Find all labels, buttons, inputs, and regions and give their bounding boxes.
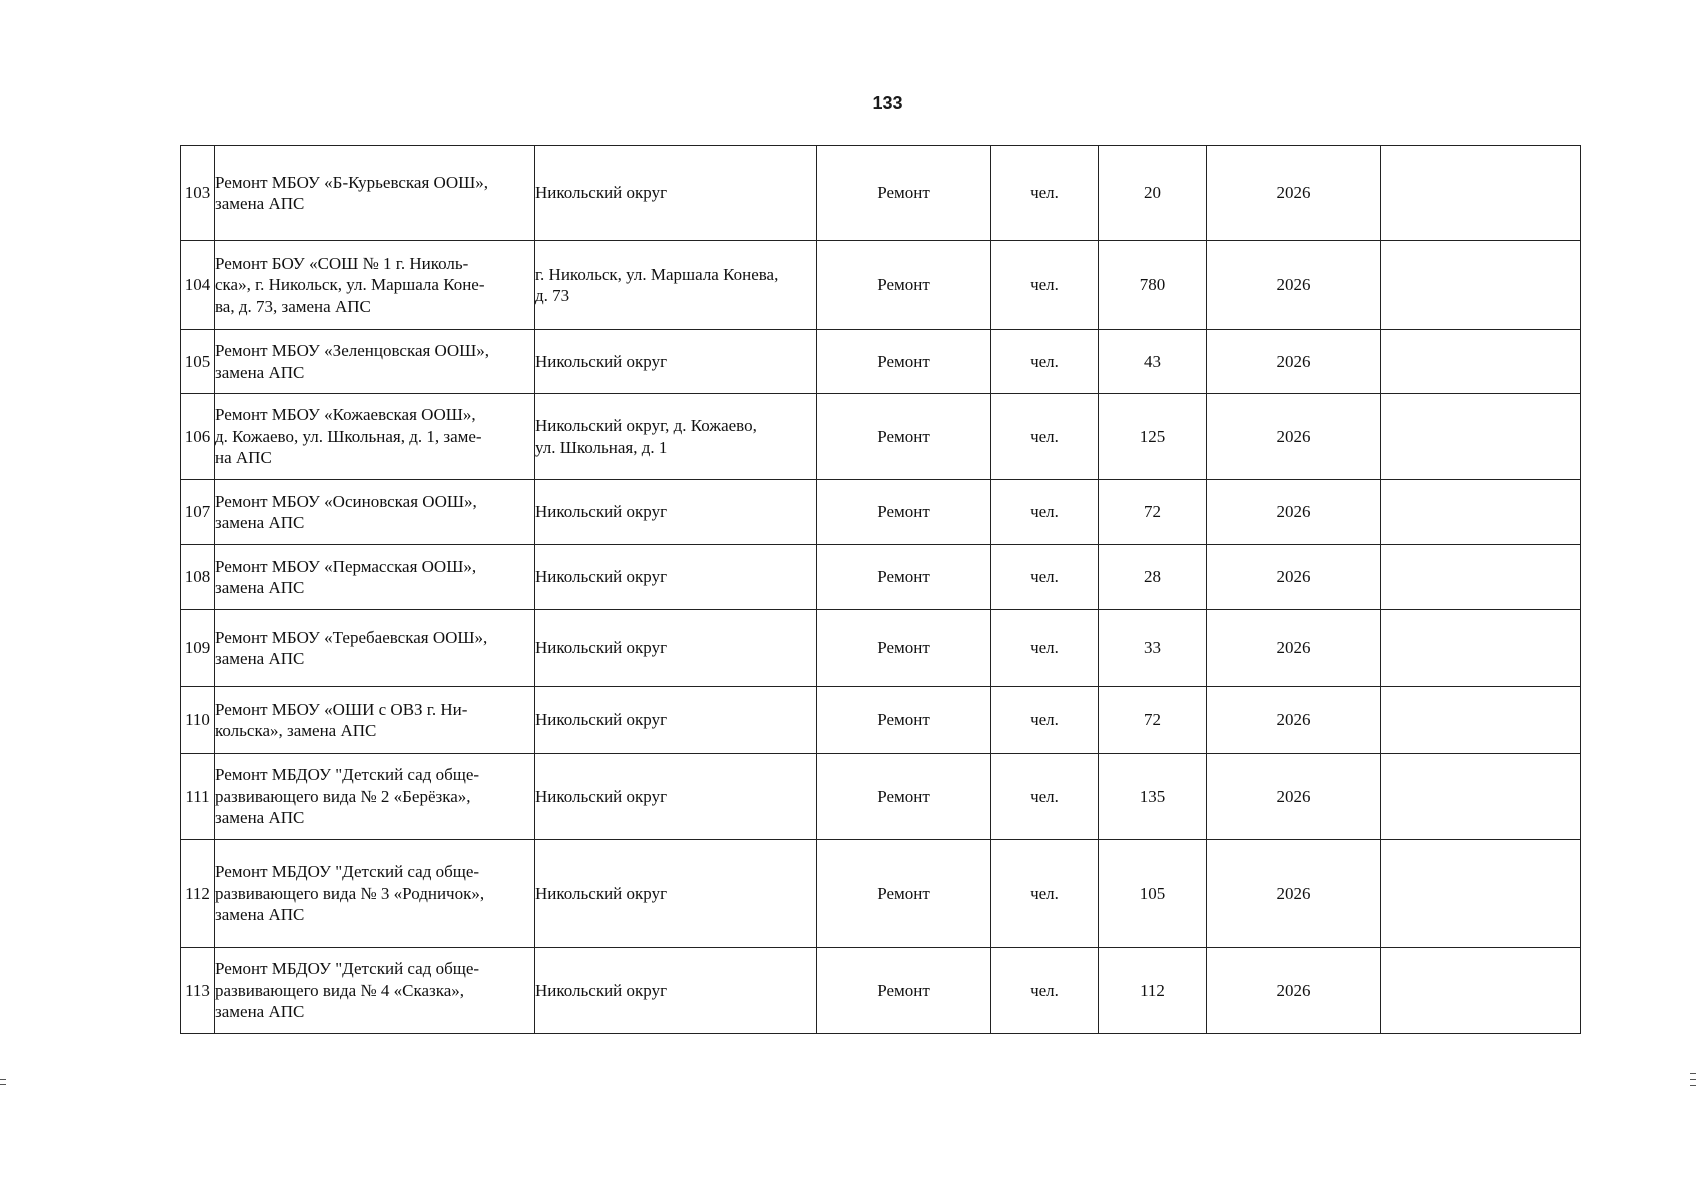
row-number-cell: 110 — [181, 687, 215, 754]
location-cell — [535, 754, 817, 840]
table-row — [181, 948, 1581, 1034]
unit-cell: чел. — [991, 330, 1099, 394]
work-type-cell: Ремонт — [817, 840, 991, 948]
capacity-cell: 135 — [1099, 754, 1207, 840]
location-line: Никольский округ — [535, 502, 668, 522]
object-name-line: замена АПС — [215, 649, 305, 668]
capacity-cell: 43 — [1099, 330, 1207, 394]
object-name-line: Ремонт МБДОУ "Детский сад обще- — [215, 765, 480, 785]
location-cell — [535, 545, 817, 610]
object-name-line: замена АПС — [215, 905, 305, 925]
capacity-cell: 125 — [1099, 394, 1207, 480]
object-name-line: Ремонт МБОУ «Б-Курьевская ООШ», — [215, 172, 489, 192]
work-type-cell: Ремонт — [817, 394, 991, 480]
object-name-cell — [215, 948, 535, 1034]
work-type-cell: Ремонт — [817, 480, 991, 545]
table-row — [181, 241, 1581, 330]
unit-cell: чел. — [991, 394, 1099, 480]
object-name-line: развивающего вида № 4 «Сказка», — [215, 980, 465, 1000]
margin-mark-right — [1690, 1085, 1696, 1086]
location-line: Никольский округ — [535, 883, 668, 903]
table-row — [181, 754, 1581, 840]
object-name-cell — [215, 687, 535, 754]
row-number-cell: 107 — [181, 480, 215, 545]
work-type-cell: Ремонт — [817, 545, 991, 610]
work-type-cell: Ремонт — [817, 241, 991, 330]
object-name-line: Ремонт МБОУ «Пермасская ООШ», — [215, 556, 477, 576]
year-cell: 2026 — [1207, 840, 1381, 948]
object-name-cell — [215, 545, 535, 610]
extra-cell — [1381, 146, 1581, 241]
location-line: Никольский округ — [535, 567, 668, 587]
object-name-line: ва, д. 73, замена АПС — [215, 296, 371, 316]
work-type-cell: Ремонт — [817, 610, 991, 687]
location-cell — [535, 610, 817, 687]
location-cell — [535, 687, 817, 754]
year-cell: 2026 — [1207, 545, 1381, 610]
object-name-line: Ремонт МБДОУ "Детский сад обще- — [215, 959, 480, 979]
location-line: ул. Школьная, д. 1 — [535, 437, 668, 457]
location-line: Никольский округ — [535, 710, 668, 730]
margin-mark-right — [1690, 1073, 1696, 1074]
object-name-line: замена АПС — [215, 513, 305, 532]
object-name-line: замена АПС — [215, 1002, 305, 1022]
row-number-cell: 111 — [181, 754, 215, 840]
unit-cell: чел. — [991, 840, 1099, 948]
table-row — [181, 545, 1581, 610]
projects-table — [180, 145, 1581, 1034]
extra-cell — [1381, 948, 1581, 1034]
object-name-line: Ремонт МБОУ «Кожаевская ООШ», — [215, 405, 476, 425]
table-body — [181, 146, 1581, 1034]
object-name-line: ска», г. Никольск, ул. Маршала Коне- — [215, 275, 485, 295]
extra-cell — [1381, 610, 1581, 687]
year-cell: 2026 — [1207, 610, 1381, 687]
object-name-line: Ремонт МБОУ «Осиновская ООШ», — [215, 491, 477, 511]
location-line: г. Никольск, ул. Маршала Конева, — [535, 264, 779, 284]
object-name-line: замена АПС — [215, 362, 305, 382]
year-cell: 2026 — [1207, 754, 1381, 840]
object-name-line: Ремонт МБДОУ "Детский сад обще- — [215, 862, 480, 882]
object-name-line: Ремонт МБОУ «Теребаевская ООШ», — [215, 627, 488, 647]
location-cell — [535, 146, 817, 241]
object-name-line: Ремонт МБОУ «ОШИ с ОВЗ г. Ни- — [215, 699, 468, 719]
location-line: Никольский округ — [535, 786, 668, 806]
object-name-line: Ремонт МБОУ «Зеленцовская ООШ», — [215, 341, 490, 360]
unit-cell: чел. — [991, 754, 1099, 840]
margin-mark-left — [0, 1079, 6, 1080]
location-cell — [535, 480, 817, 545]
capacity-cell: 72 — [1099, 687, 1207, 754]
row-number-cell: 113 — [181, 948, 215, 1034]
location-cell — [535, 394, 817, 480]
object-name-cell — [215, 754, 535, 840]
table-row — [181, 480, 1581, 545]
table-row — [181, 394, 1581, 480]
year-cell: 2026 — [1207, 330, 1381, 394]
year-cell: 2026 — [1207, 146, 1381, 241]
object-name-line: развивающего вида № 2 «Берёзка», — [215, 786, 471, 806]
object-name-line: д. Кожаево, ул. Школьная, д. 1, заме- — [215, 426, 482, 446]
location-line: Никольский округ — [535, 638, 668, 658]
object-name-cell — [215, 146, 535, 241]
location-line: Никольский округ — [535, 980, 668, 1000]
location-line: Никольский округ — [535, 351, 668, 371]
row-number-cell: 106 — [181, 394, 215, 480]
object-name-cell — [215, 480, 535, 545]
capacity-cell: 20 — [1099, 146, 1207, 241]
row-number-cell: 104 — [181, 241, 215, 330]
extra-cell — [1381, 480, 1581, 545]
object-name-line: на АПС — [215, 448, 272, 468]
work-type-cell: Ремонт — [817, 146, 991, 241]
extra-cell — [1381, 545, 1581, 610]
location-cell — [535, 241, 817, 330]
row-number-cell: 103 — [181, 146, 215, 241]
year-cell: 2026 — [1207, 948, 1381, 1034]
table-row — [181, 840, 1581, 948]
object-name-line: кольска», замена АПС — [215, 721, 377, 740]
table-row — [181, 610, 1581, 687]
capacity-cell: 28 — [1099, 545, 1207, 610]
location-cell — [535, 840, 817, 948]
unit-cell: чел. — [991, 545, 1099, 610]
extra-cell — [1381, 754, 1581, 840]
object-name-line: развивающего вида № 3 «Родничок», — [215, 883, 485, 903]
year-cell: 2026 — [1207, 480, 1381, 545]
location-line: Никольский округ, д. Кожаево, — [535, 416, 757, 435]
location-cell — [535, 330, 817, 394]
capacity-cell: 780 — [1099, 241, 1207, 330]
unit-cell: чел. — [991, 146, 1099, 241]
unit-cell: чел. — [991, 241, 1099, 330]
year-cell: 2026 — [1207, 241, 1381, 330]
extra-cell — [1381, 394, 1581, 480]
margin-mark-right — [1690, 1079, 1696, 1080]
work-type-cell: Ремонт — [817, 330, 991, 394]
row-number-cell: 108 — [181, 545, 215, 610]
location-line: д. 73 — [535, 286, 570, 305]
location-line: Никольский округ — [535, 183, 668, 203]
object-name-line: замена АПС — [215, 194, 305, 213]
work-type-cell: Ремонт — [817, 754, 991, 840]
object-name-cell — [215, 610, 535, 687]
capacity-cell: 72 — [1099, 480, 1207, 545]
location-cell — [535, 948, 817, 1034]
unit-cell: чел. — [991, 948, 1099, 1034]
row-number-cell: 105 — [181, 330, 215, 394]
table-row — [181, 146, 1581, 241]
extra-cell — [1381, 330, 1581, 394]
row-number-cell: 109 — [181, 610, 215, 687]
capacity-cell: 112 — [1099, 948, 1207, 1034]
work-type-cell: Ремонт — [817, 687, 991, 754]
object-name-line: Ремонт БОУ «СОШ № 1 г. Николь- — [215, 253, 469, 273]
row-number-cell: 112 — [181, 840, 215, 948]
work-type-cell: Ремонт — [817, 948, 991, 1034]
object-name-cell — [215, 840, 535, 948]
year-cell: 2026 — [1207, 394, 1381, 480]
object-name-line: замена АПС — [215, 808, 305, 828]
table-row — [181, 687, 1581, 754]
extra-cell — [1381, 241, 1581, 330]
unit-cell: чел. — [991, 687, 1099, 754]
year-cell: 2026 — [1207, 687, 1381, 754]
object-name-cell — [215, 394, 535, 480]
page-number: 133 — [872, 93, 903, 113]
extra-cell — [1381, 840, 1581, 948]
object-name-cell — [215, 330, 535, 394]
table-row — [181, 330, 1581, 394]
margin-mark-left — [0, 1084, 6, 1085]
capacity-cell: 105 — [1099, 840, 1207, 948]
extra-cell — [1381, 687, 1581, 754]
capacity-cell: 33 — [1099, 610, 1207, 687]
object-name-line: замена АПС — [215, 578, 305, 597]
object-name-cell — [215, 241, 535, 330]
unit-cell: чел. — [991, 610, 1099, 687]
unit-cell: чел. — [991, 480, 1099, 545]
